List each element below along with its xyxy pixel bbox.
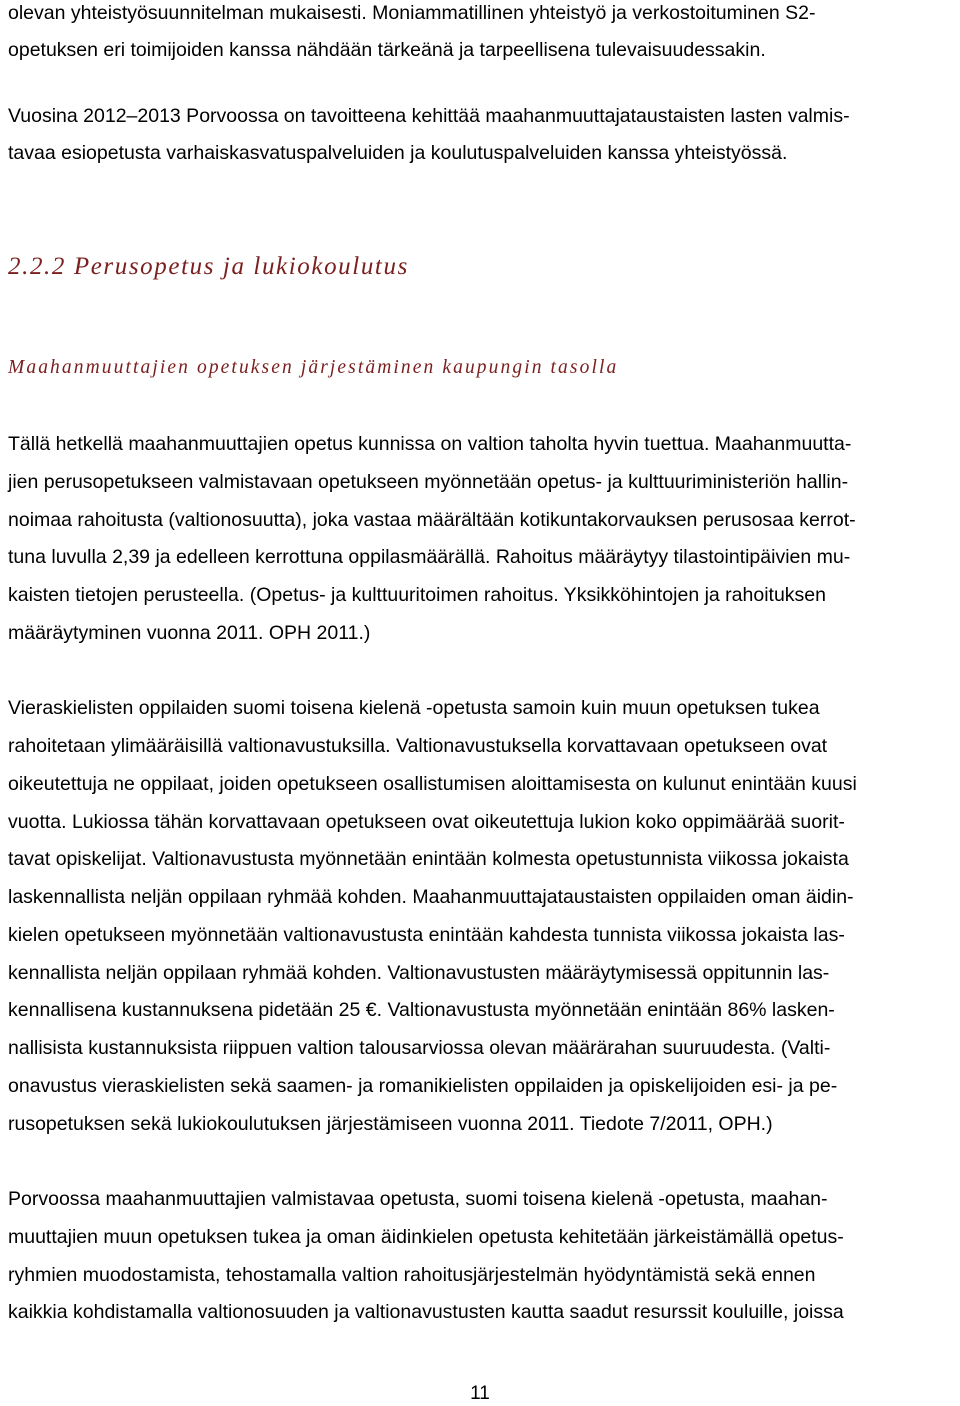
paragraph-funding-line-4: tuna luvulla 2,39 ja edelleen kerrottuna oppilasmäärällä. Rahoitus määräytyy tilastointipäivien mu- (8, 546, 851, 568)
paragraph-porvoo-line-2: muuttajien muun opetuksen tukea ja oman äidinkielen opetusta kehitetään järkeistämällä opetus- (8, 1226, 844, 1248)
paragraph-s2-line-11: onavustus vieraskielisten sekä saamen- ja romanikielisten oppilaiden ja opiskelijoiden esi- ja pe- (8, 1075, 838, 1097)
paragraph-s2-line-5: tavat opiskelijat. Valtionavustusta myönnetään enintään kolmesta opetustunnista viikossa jokaista (8, 848, 849, 870)
paragraph-s2-line-6: laskennallista neljän oppilaan ryhmää kohden. Maahanmuuttajataustaisten oppilaiden oman äidin- (8, 886, 854, 908)
paragraph-s2-line-1: Vieraskielisten oppilaiden suomi toisena kielenä -opetusta samoin kuin muun opetuksen tukea (8, 697, 820, 719)
paragraph-2012-line-1: Vuosina 2012–2013 Porvoossa on tavoitteena kehittää maahanmuuttajataustaisten lasten valmis- (8, 105, 850, 127)
paragraph-funding-line-2: jien perusopetukseen valmistavaan opetukseen myönnetään opetus- ja kulttuuriministeriön hallin- (8, 471, 849, 493)
paragraph-s2-line-3: oikeutettuja ne oppilaat, joiden opetukseen osallistumisen aloittamisesta on kulunut enintään kuusi (8, 773, 857, 795)
page-number: 11 (470, 1383, 490, 1404)
paragraph-s2-line-12: rusopetuksen sekä lukiokoulutuksen järjestämiseen vuonna 2011. Tiedote 7/2011, OPH.) (8, 1113, 773, 1135)
subsection-heading: Maahanmuuttajien opetuksen järjestäminen kaupungin tasolla (8, 357, 619, 378)
paragraph-2012-line-2: tavaa esiopetusta varhaiskasvatuspalveluiden ja koulutuspalveluiden kanssa yhteistyössä. (8, 142, 788, 164)
paragraph-porvoo-line-4: kaikkia kohdistamalla valtionosuuden ja valtionavustusten kautta saadut resurssit kouluille, joissa (8, 1301, 844, 1323)
intro-line-2: opetuksen eri toimijoiden kanssa nähdään tärkeänä ja tarpeellisena tulevaisuudessakin. (8, 39, 766, 61)
paragraph-porvoo-line-1: Porvoossa maahanmuuttajien valmistavaa opetusta, suomi toisena kielenä -opetusta, maahan- (8, 1188, 828, 1210)
paragraph-s2-line-8: kennallista neljän oppilaan ryhmää kohden. Valtionavustusten määräytymisessä oppitunnin las- (8, 962, 830, 984)
paragraph-s2-line-2: rahoitetaan ylimääräisillä valtionavustuksilla. Valtionavustuksella korvattavaan opetukseen ovat (8, 735, 828, 757)
paragraph-s2-line-9: kennallisena kustannuksena pidetään 25 €. Valtionavustusta myönnetään enintään 86% lasken- (8, 999, 835, 1021)
paragraph-funding-line-1: Tällä hetkellä maahanmuuttajien opetus kunnissa on valtion taholta hyvin tuettua. Maahanmuutta- (8, 433, 852, 455)
paragraph-s2-line-10: nallisista kustannuksista riippuen valtion talousarviossa olevan määrärahan suuruudesta. (Valti- (8, 1037, 831, 1059)
intro-line-1: olevan yhteistyösuunnitelman mukaisesti. Moniammatillinen yhteistyö ja verkostoituminen S2- (8, 2, 816, 24)
paragraph-funding-line-6: määräytyminen vuonna 2011. OPH 2011.) (8, 622, 371, 644)
paragraph-s2-line-4: vuotta. Lukiossa tähän korvattavaan opetukseen ovat oikeutettuja lukion koko oppimäärää suorit- (8, 811, 845, 833)
paragraph-s2-line-7: kielen opetukseen myönnetään valtionavustusta enintään kahdesta tunnista viikossa jokaista las- (8, 924, 845, 946)
paragraph-funding-line-3: noimaa rahoitusta (valtionosuutta), joka vastaa määrältään kotikuntakorvauksen perusosaa kerrot- (8, 509, 856, 531)
section-heading: 2.2.2 Perusopetus ja lukiokoulutus (8, 253, 409, 280)
paragraph-funding-line-5: kaisten tietojen perusteella. (Opetus- ja kulttuuritoimen rahoitus. Yksikköhintojen ja rahoituksen (8, 584, 827, 606)
paragraph-porvoo-line-3: ryhmien muodostamista, tehostamalla valtion rahoitusjärjestelmän hyödyntämistä sekä ennen (8, 1264, 816, 1286)
